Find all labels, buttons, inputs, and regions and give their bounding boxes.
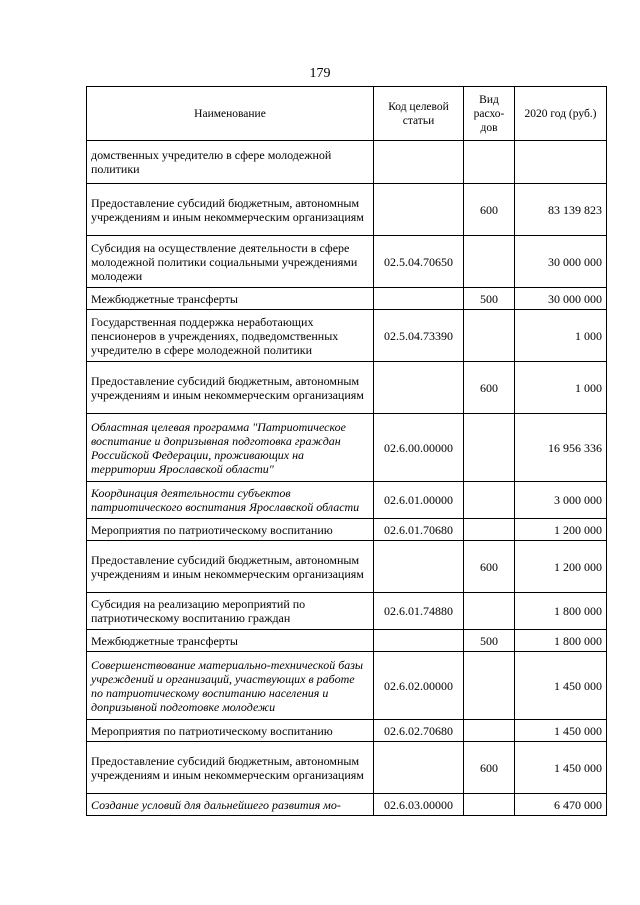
row-name: Государственная поддержка неработающих пенсионеров в учреждениях, подведомственных учредителю в сфере молодежной политики xyxy=(87,310,374,362)
table-row xyxy=(87,288,607,310)
header-name: Наименование xyxy=(87,87,374,141)
row-name: Субсидия на осуществление деятельности в сфере молодежной политики социальными учреждениями молодежи xyxy=(87,236,374,288)
row-sum: 30 000 000 xyxy=(515,236,607,288)
table-row xyxy=(87,236,607,288)
row-type: 600 xyxy=(464,362,515,414)
row-type xyxy=(464,414,515,482)
table-row xyxy=(87,794,607,816)
row-type xyxy=(464,141,515,184)
row-name: Совершенствование материально-технической базы учреждений и организаций, участвующих в работе по патриотическому воспитанию населения и допризывной подготовке молодежи xyxy=(87,652,374,720)
row-sum: 3 000 000 xyxy=(515,482,607,519)
row-code xyxy=(374,288,464,310)
row-type: 600 xyxy=(464,742,515,794)
row-code: 02.6.01.74880 xyxy=(374,593,464,630)
table-header-row xyxy=(87,87,607,141)
row-code: 02.6.00.00000 xyxy=(374,414,464,482)
row-name: Межбюджетные трансферты xyxy=(87,630,374,652)
row-code xyxy=(374,362,464,414)
row-name: Мероприятия по патриотическому воспитанию xyxy=(87,720,374,742)
row-name: Межбюджетные трансферты xyxy=(87,288,374,310)
table-row xyxy=(87,184,607,236)
row-type xyxy=(464,482,515,519)
header-code: Код целевой статьи xyxy=(374,87,464,141)
table-row xyxy=(87,593,607,630)
row-code: 02.6.01.00000 xyxy=(374,482,464,519)
row-sum: 16 956 336 xyxy=(515,414,607,482)
row-name: Областная целевая программа "Патриотическое воспитание и допризывная подготовка граждан Российской Федерации, проживающих на территории Ярославской области" xyxy=(87,414,374,482)
row-sum: 1 200 000 xyxy=(515,541,607,593)
row-name: Создание условий для дальнейшего развития мо- xyxy=(87,794,374,816)
row-type xyxy=(464,519,515,541)
row-type xyxy=(464,720,515,742)
row-name: Предоставление субсидий бюджетным, автономным учреждениям и иным некоммерческим организациям xyxy=(87,184,374,236)
row-code xyxy=(374,541,464,593)
row-code: 02.5.04.70650 xyxy=(374,236,464,288)
row-sum: 1 000 xyxy=(515,310,607,362)
row-type xyxy=(464,310,515,362)
row-type xyxy=(464,652,515,720)
row-sum: 1 450 000 xyxy=(515,652,607,720)
row-sum: 1 200 000 xyxy=(515,519,607,541)
row-code xyxy=(374,141,464,184)
row-code xyxy=(374,742,464,794)
table-row xyxy=(87,310,607,362)
row-type: 500 xyxy=(464,630,515,652)
row-code: 02.6.01.70680 xyxy=(374,519,464,541)
row-type xyxy=(464,236,515,288)
row-type: 600 xyxy=(464,541,515,593)
table-row xyxy=(87,519,607,541)
table-row xyxy=(87,720,607,742)
page-number: 179 xyxy=(309,66,331,81)
table-row xyxy=(87,414,607,482)
row-type xyxy=(464,593,515,630)
row-sum: 83 139 823 xyxy=(515,184,607,236)
row-name: Предоставление субсидий бюджетным, автономным учреждениям и иным некоммерческим организациям xyxy=(87,742,374,794)
row-code xyxy=(374,630,464,652)
row-sum: 1 800 000 xyxy=(515,593,607,630)
row-name: Предоставление субсидий бюджетным, автономным учреждениям и иным некоммерческим организациям xyxy=(87,362,374,414)
row-name: Мероприятия по патриотическому воспитанию xyxy=(87,519,374,541)
row-type: 600 xyxy=(464,184,515,236)
table-row xyxy=(87,652,607,720)
row-sum: 1 450 000 xyxy=(515,742,607,794)
table-row xyxy=(87,141,607,184)
header-type: Вид расхо-дов xyxy=(464,87,515,141)
row-type: 500 xyxy=(464,288,515,310)
table-row xyxy=(87,362,607,414)
row-name: Координация деятельности субъектов патриотического воспитания Ярославской области xyxy=(87,482,374,519)
row-code: 02.6.02.00000 xyxy=(374,652,464,720)
row-type xyxy=(464,794,515,816)
row-sum: 1 450 000 xyxy=(515,720,607,742)
row-code: 02.6.03.00000 xyxy=(374,794,464,816)
row-sum: 1 800 000 xyxy=(515,630,607,652)
row-sum: 1 000 xyxy=(515,362,607,414)
row-sum xyxy=(515,141,607,184)
table-row xyxy=(87,630,607,652)
row-code: 02.5.04.73390 xyxy=(374,310,464,362)
row-sum: 30 000 000 xyxy=(515,288,607,310)
row-name: Субсидия на реализацию мероприятий по патриотическому воспитанию граждан xyxy=(87,593,374,630)
budget-table xyxy=(86,86,607,816)
row-name: Предоставление субсидий бюджетным, автономным учреждениям и иным некоммерческим организациям xyxy=(87,541,374,593)
table-row xyxy=(87,742,607,794)
table-row xyxy=(87,482,607,519)
row-sum: 6 470 000 xyxy=(515,794,607,816)
header-sum: 2020 год (руб.) xyxy=(515,87,607,141)
row-name: домственных учредителю в сфере молодежной политики xyxy=(87,141,374,184)
row-code xyxy=(374,184,464,236)
table-row xyxy=(87,541,607,593)
row-code: 02.6.02.70680 xyxy=(374,720,464,742)
